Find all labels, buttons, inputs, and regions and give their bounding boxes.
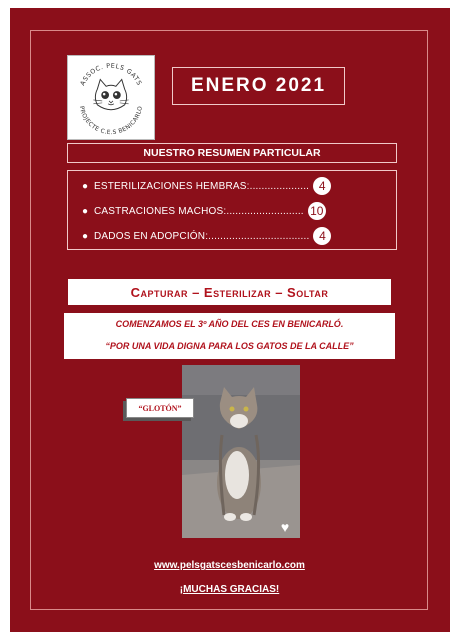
- logo-text-bottom: PROJECTE C.E.S BENICARLO: [77, 105, 145, 137]
- thanks-text: ¡MUCHAS GRACIAS!: [179, 584, 280, 595]
- bullet-icon: ●: [82, 180, 89, 192]
- stat-row-machos: [82, 200, 382, 222]
- cat-photo: [182, 365, 300, 538]
- stats-box: [67, 170, 397, 250]
- news-line-2: “POR UNA VIDA DIGNA PARA LOS GATOS DE LA CALLE”: [105, 341, 354, 351]
- stat-value-badge: 4: [313, 177, 331, 195]
- news-line-1: COMENZAMOS EL 3º AÑO DEL CES EN BENICARLÓ.: [115, 319, 344, 329]
- page-title: ENERO 2021: [190, 75, 327, 96]
- stat-value-badge: 4: [313, 227, 331, 245]
- stat-label: DADOS EN ADOPCIÓN:..................................: [94, 230, 310, 242]
- slogan-bar: Capturar – Esterilizar – Soltar: [68, 279, 391, 305]
- heart-icon: ♥: [280, 519, 290, 535]
- svg-text:ASSOC. PELS GATS: [79, 63, 142, 87]
- summary-heading: NUESTRO RESUMEN PARTICULAR: [67, 143, 397, 163]
- news-box: [64, 313, 395, 359]
- bullet-icon: ●: [82, 230, 89, 242]
- cat-face-icon: [68, 56, 154, 139]
- website-link[interactable]: www.pelsgatscesbenicarlo.com: [154, 560, 305, 571]
- stat-row-adopcion: [82, 225, 382, 247]
- bullet-icon: ●: [82, 205, 89, 217]
- cat-name-tag: “GLOTÓN”: [126, 398, 194, 418]
- stat-label: ESTERILIZACIONES HEMBRAS:....................: [94, 180, 310, 192]
- association-logo: [67, 55, 155, 140]
- logo-text-top: ASSOC. PELS GATS: [79, 62, 143, 87]
- stat-value-badge: 10: [308, 202, 326, 220]
- stat-label: CASTRACIONES MACHOS:..........................: [94, 205, 304, 217]
- stat-row-hembras: [82, 175, 382, 197]
- title-box: [172, 67, 345, 105]
